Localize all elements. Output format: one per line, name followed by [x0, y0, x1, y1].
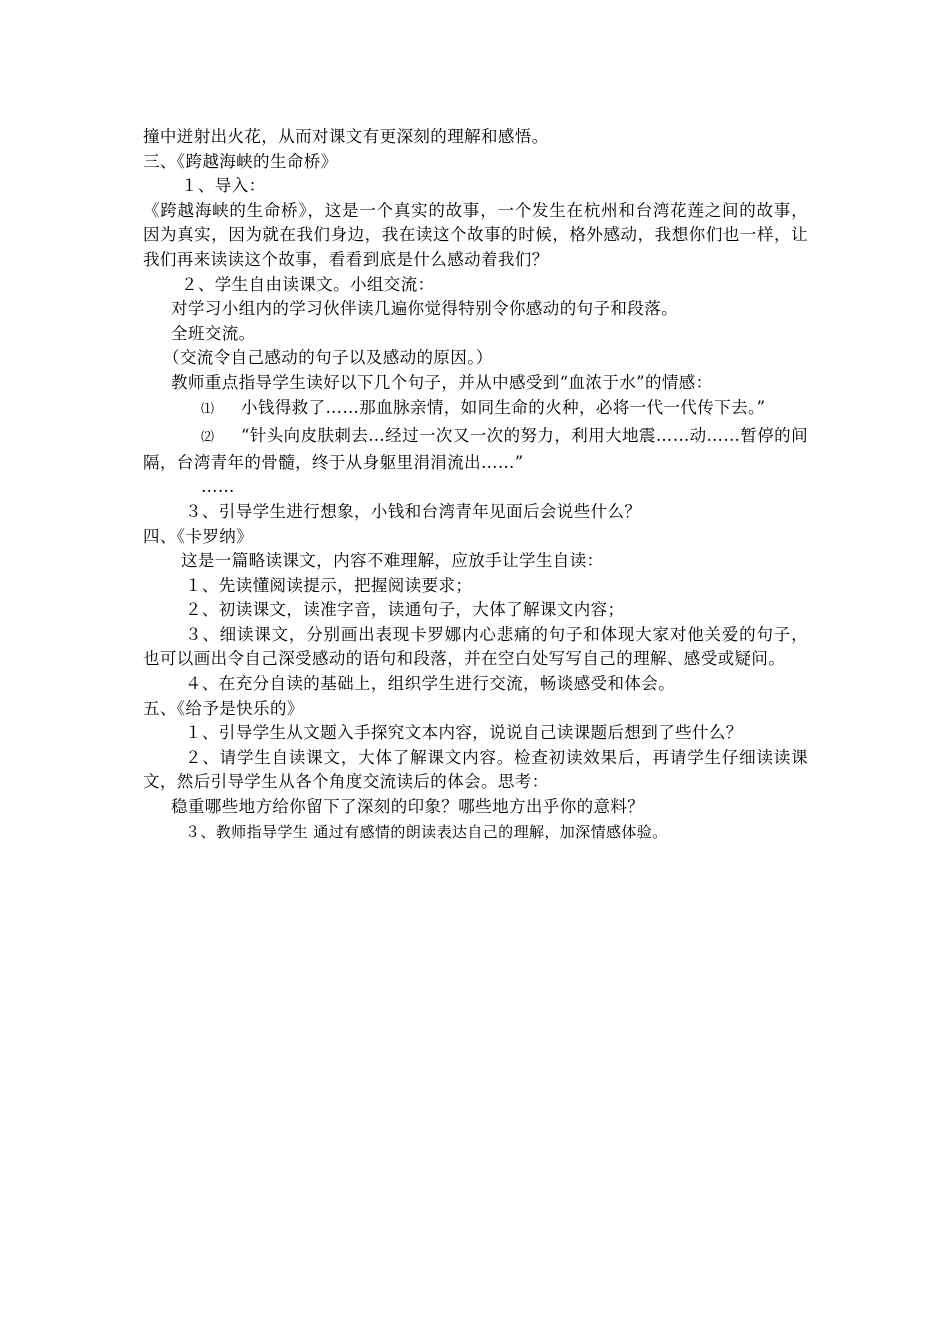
quote-item-1 [143, 396, 808, 423]
paragraph-line: 教师重点指导学生读好以下几个句子，并从中感受到“血浓于水”的情感： [171, 372, 713, 392]
paragraph-line: 稳重哪些地方给你留下了深刻的印象？哪些地方出乎你的意料？ [171, 797, 645, 817]
paragraph-line: 撞中迸射出火花，从而对课文有更深刻的理解和感悟。 [143, 127, 549, 146]
paragraph-line: （交流令自己感动的句子以及感动的原因。） [163, 348, 493, 368]
quote-text: 小钱得救了……那血脉亲情，如同生命的火种，必将一代一代传下去。” [241, 397, 766, 417]
paragraph-line: １、导入： [181, 176, 266, 196]
item-number: ⑴ [201, 401, 215, 417]
paragraph-line: ２、初读课文，读准字音，读通句子，大体了解课文内容； [185, 600, 625, 620]
paragraph-line: １、先读懂阅读提示，把握阅读要求； [185, 575, 473, 595]
section-heading-3: 三、《跨越海峡的生命桥》 [143, 151, 338, 171]
paragraph-line: ４、在充分自读的基础上，组织学生进行交流，畅谈感受和体会。 [185, 674, 676, 694]
section-heading-4: 四、《卡罗纳》 [143, 526, 254, 546]
section-heading-5: 五、《给予是快乐的》 [143, 698, 304, 718]
paragraph: ３、细读课文，分别画出表现卡罗娜内心悲痛的句子和体现大家对他关爱的句子，也可以画出令自己深受感动的语句和段落，并在空白处写写自己的理解、感受或疑问。 [143, 624, 808, 669]
paragraph-line: ２、学生自由读课文。小组交流： [181, 274, 435, 294]
quote-item-2 [143, 424, 808, 475]
quote-text: “针头向皮肤刺去…经过一次又一次的努力，利用大地震……动……暂停的间隔，台湾青年的骨髓，终于从身躯里涓涓流出……” [143, 426, 808, 472]
paragraph: ２、请学生自读课文，大体了解课文内容。检查初读效果后，再请学生仔细读读课文，然后引导学生从各个角度交流读后的体会。思考： [143, 747, 808, 792]
ellipsis-line: …… [201, 477, 235, 497]
paragraph: 《跨越海峡的生命桥》，这是一个真实的故事，一个发生在杭州和台湾花莲之间的故事，因为真实，因为就在我们身边，我在读这个故事的时候，格外感动，我想你们也一样，让我们再来读读这个故事，看看到底是什么感动着我们？ [143, 200, 808, 269]
paragraph-line: ３、引导学生进行想象，小钱和台湾青年见面后会说些什么？ [185, 501, 642, 521]
paragraph-line: １、引导学生从文题入手探究文本内容，说说自己读课题后想到了些什么？ [185, 723, 743, 743]
document-page [143, 125, 808, 844]
paragraph-line: ３、教师指导学生 通过有感情的朗读表达自己的理解，加深情感体验。 [185, 822, 668, 841]
paragraph-line: 对学习小组内的学习伙伴读几遍你觉得特别令你感动的句子和段落。 [171, 299, 678, 319]
item-number: ⑵ [201, 430, 215, 446]
paragraph-line: 全班交流。 [171, 323, 256, 343]
paragraph-line: 这是一篇略读课文，内容不难理解，应放手让学生自读： [181, 551, 604, 571]
